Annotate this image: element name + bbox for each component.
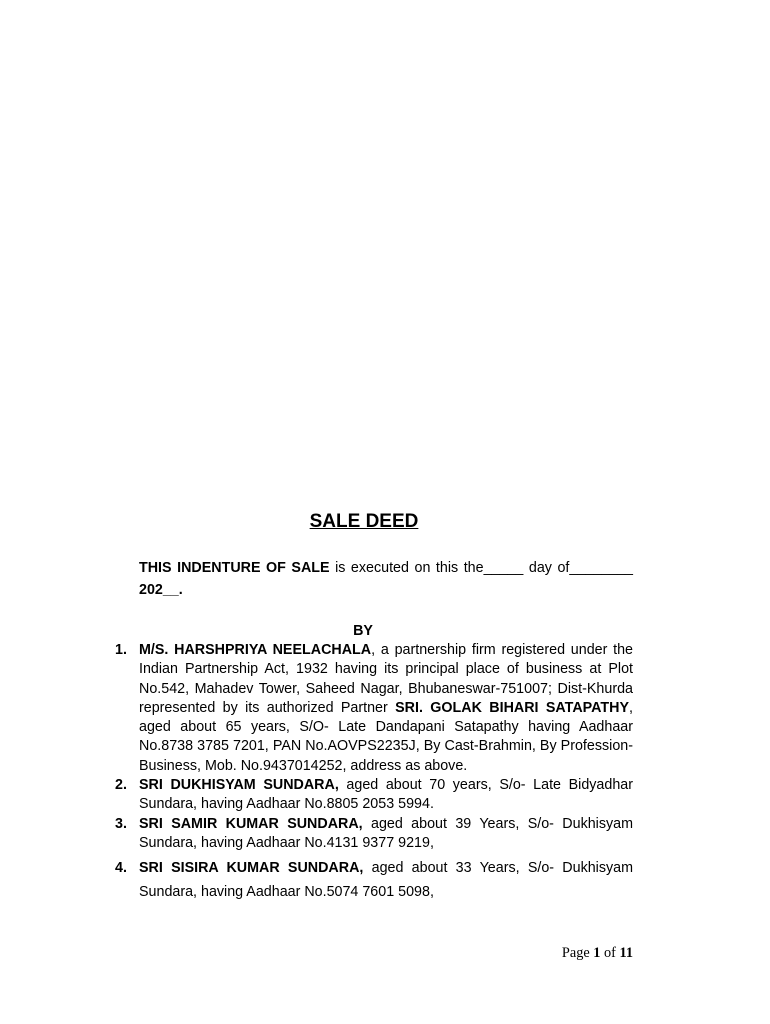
page-footer bbox=[562, 945, 633, 962]
party-number: 4. bbox=[115, 860, 127, 877]
page-total: 11 bbox=[619, 945, 633, 961]
intro-year: 202__. bbox=[139, 582, 183, 598]
intro-text: is executed on this the_____ day of________ bbox=[329, 560, 633, 576]
party-text: aged about 70 years, S/o- Late Bidyadhar Sundara, having Aadhaar No.8805 2053 5994. bbox=[139, 777, 633, 813]
party-name: SRI DUKHISYAM SUNDARA, bbox=[139, 777, 339, 794]
party-name: M/S. HARSHPRIYA NEELACHALA bbox=[139, 642, 372, 658]
party-text: aged about 39 Years, S/o- Dukhisyam Sundara, having Aadhaar No.4131 9377 9219, bbox=[139, 815, 633, 851]
by-heading: BY bbox=[353, 623, 373, 639]
page-number: 1 bbox=[593, 945, 601, 961]
party-text: , aged about 65 years, S/O- Late Dandapani Satapathy having Aadhaar No.8738 3785 7201, PAN No.AOVPS2235J, By Cast-Brahmin, By Profession-Business, Mob. No.9437014252, address as above. bbox=[139, 699, 633, 774]
page-word: Page bbox=[561, 945, 594, 961]
party-partner-name: SRI. GOLAK BIHARI SATAPATHY bbox=[395, 699, 630, 716]
party-text: , a partnership firm registered under the Indian Partnership Act, 1932 having its principal place of business at Plot No.542, Mahadev Tower, Saheed Nagar, Bhubaneswar-751007; Dist-Khurda represented by its authorized Partner bbox=[139, 642, 633, 716]
party-name: SRI SISIRA KUMAR SUNDARA, bbox=[139, 860, 364, 877]
party-number: 1. bbox=[115, 642, 127, 658]
document-title: SALE DEED bbox=[309, 511, 419, 532]
intro-lead: THIS INDENTURE OF SALE bbox=[139, 560, 330, 576]
parties-list bbox=[115, 641, 633, 904]
party-item bbox=[115, 815, 633, 854]
party-number: 3. bbox=[115, 815, 127, 832]
party-text: aged about 33 Years, S/o- Dukhisyam Sundara, having Aadhaar No.5074 7601 5098, bbox=[139, 860, 633, 901]
party-item bbox=[115, 856, 633, 904]
party-item bbox=[115, 776, 633, 815]
party-name: SRI SAMIR KUMAR SUNDARA, bbox=[139, 815, 363, 832]
party-number: 2. bbox=[115, 777, 127, 794]
party-item bbox=[115, 641, 633, 776]
of-word: of bbox=[600, 945, 620, 961]
intro-paragraph bbox=[139, 557, 633, 601]
